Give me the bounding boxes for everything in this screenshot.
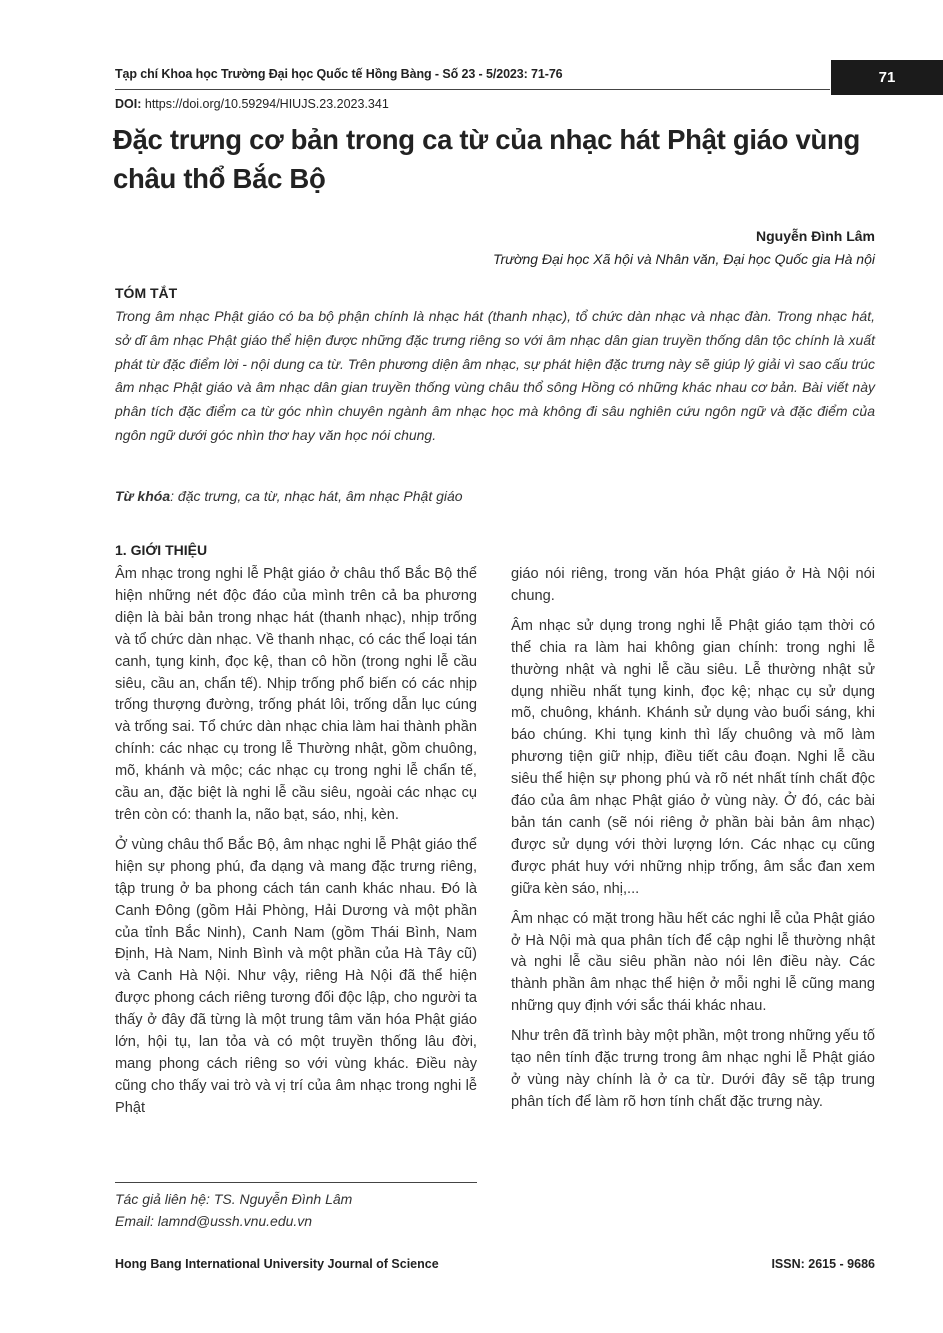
author-name: Nguyễn Đình Lâm [755, 228, 875, 244]
header-rule [115, 89, 830, 90]
contact-author: Tác giả liên hệ: TS. Nguyễn Đình Lâm [115, 1191, 353, 1207]
paragraph: Ở vùng châu thổ Bắc Bộ, âm nhạc nghi lễ Phật giáo thể hiện sự phong phú, đa dạng và mang đặc trưng riêng, tập trung ở ba phong cách tán canh khác nhau. Đó là Canh Đông (gồm Hải Phòng, Hải Dương và một phần của tỉnh Bắc Ninh), Canh Nam (gồm Thái Bình, Nam Định, Hà Nam, Ninh Bình và một phần của Hà Tây cũ) và Canh Hà Nội. Như vậy, riêng Hà Nội đã thể hiện được phong cách riêng tương đối độc lập, cho người ta thấy ở đây đã từng là một trung tâm văn hóa Phật giáo lớn, hội tụ, lan tỏa và có một truyền thống lâu đời, mang phong cách riêng so với vùng khác. Điều này cũng cho thấy vai trò và vị trí của âm nhạc trong nghi lễ Phật [115, 836, 477, 1116]
keywords [115, 488, 463, 504]
keywords-text: : đặc trưng, ca từ, nhạc hát, âm nhạc Phật giáo [170, 488, 463, 504]
right-column [511, 564, 875, 1122]
abstract-heading: TÓM TẮT [115, 285, 178, 301]
journal-header: Tạp chí Khoa học Trường Đại học Quốc tế Hồng Bàng - Số 23 - 5/2023: 71-76 [115, 67, 563, 81]
doi-link[interactable]: https://doi.org/10.59294/HIUJS.23.2023.341 [141, 97, 389, 111]
paragraph: Âm nhạc trong nghi lễ Phật giáo ở châu thổ Bắc Bộ thể hiện những nét độc đáo của mình trên cả ba phương diện là bài bản trong nhạc hát (thanh nhạc), nhịp trống và tổ chức dàn nhạc. Về thanh nhạc, có các thể loại tán canh, tụng kinh, đọc kệ, than cô hồn (trong nghi lễ cầu siêu, cầu an, chẩn tế). Nhịp trống phổ biến có các nhịp trống thượng đường, trống phát lôi, trống dẫn lục cúng và trống sai. Tổ chức dàn nhạc chia làm hai thành phần chính: các nhạc cụ trong lễ Thường nhật, gồm chuông, mõ, khánh và mộc; các nhạc cụ trong nghi lễ chẩn tế, cầu an, đặc biệt là nghi lễ cầu siêu, ngoài các nhạc cụ trên còn có: thanh la, não bạt, sáo, nhị, kèn. [115, 566, 477, 823]
author-affiliation: Trường Đại học Xã hội và Nhân văn, Đại học Quốc gia Hà nội [492, 251, 875, 267]
contact-email[interactable]: Email: lamnd@ussh.vnu.edu.vn [115, 1213, 313, 1229]
paragraph: Như trên đã trình bày một phần, một trong những yếu tố tạo nên tính đặc trưng trong âm nhạc nghi lễ Phật giáo ở vùng này chính là ở ca từ. Dưới đây sẽ tập trung phân tích để làm rõ hơn tính chất đặc trưng này. [511, 1028, 875, 1110]
article-title: Đặc trưng cơ bản trong ca từ của nhạc hát Phật giáo vùng châu thổ Bắc Bộ [113, 124, 860, 194]
doi-label: DOI: [115, 97, 142, 111]
paragraph: Âm nhạc sử dụng trong nghi lễ Phật giáo tạm thời có thể chia ra làm hai không gian chính: trong nghi lễ thường nhật và nghi lễ cầu siêu. Lễ thường nhật sử dụng nhiều nhất tụng kinh, đọc kệ; nhạc cụ sử dụng mõ, chuông, khánh. Khánh sử dụng vào buổi sáng, khi báo chúng. Khi tụng kinh thì lấy chuông và mõ làm phương tiện giữ nhịp, điều tiết câu đoạn. Nghi lễ cầu siêu thể hiện sự phong phú và rõ nét nhất tính chất độc đáo của âm nhạc Phật giáo ở vùng này. Ở đó, các bài bản tán canh (sẽ nói riêng ở phần bài bản âm nhạc) được sử dụng với thời lượng lớn. Các nhạc cụ cũng được phát huy với những nhịp trống, âm sắc đan xem giữa kèn sáo, nhị,... [511, 617, 875, 897]
paragraph: Âm nhạc có mặt trong hầu hết các nghi lễ của Phật giáo ở Hà Nội mà qua phân tích để cập nghi lễ thường nhật và nghi lễ cầu siêu phần nào nói lên điều này. Các thành phần âm nhạc thể hiện ở mỗi nghi lễ cũng mang những quy định với sắc thái khác nhau. [511, 910, 875, 1015]
footnote-rule [115, 1182, 477, 1183]
doi [115, 97, 389, 111]
page-number: 71 [831, 60, 943, 95]
footer-journal: Hong Bang International University Journal of Science [115, 1257, 439, 1271]
abstract-text: Trong âm nhạc Phật giáo có ba bộ phận chính là nhạc hát (thanh nhạc), tổ chức dàn nhạc và nhạc đàn. Trong nhạc hát, sở dĩ âm nhạc Phật giáo thể hiện được những đặc trưng riêng so với âm nhạc dân gian truyền thống dân tộc chính là xuất phát từ đặc điểm lời - nội dung ca từ. Trên phương diện âm nhạc, sự phát hiện đặc trưng này sẽ giúp lý giải vì sao cấu trúc âm nhạc Phật giáo và âm nhạc dân gian truyền thống vùng châu thổ sông Hồng có những khác nhau cơ bản. Bài viết này phân tích đặc điểm ca từ góc nhìn chuyên ngành âm nhạc học mà không đi sâu nghiên cứu ngôn ngữ và đặc điểm của ngôn ngữ dưới góc nhìn thơ hay văn học nói chung. [115, 308, 875, 443]
footer-issn: ISSN: 2615 - 9686 [771, 1257, 875, 1271]
paragraph: giáo nói riêng, trong văn hóa Phật giáo ở Hà Nội nói chung. [511, 566, 875, 604]
corresponding-author [115, 1188, 352, 1232]
section-heading: 1. GIỚI THIỆU [115, 542, 208, 558]
keywords-label: Từ khóa [115, 488, 171, 504]
left-column [115, 564, 477, 1128]
